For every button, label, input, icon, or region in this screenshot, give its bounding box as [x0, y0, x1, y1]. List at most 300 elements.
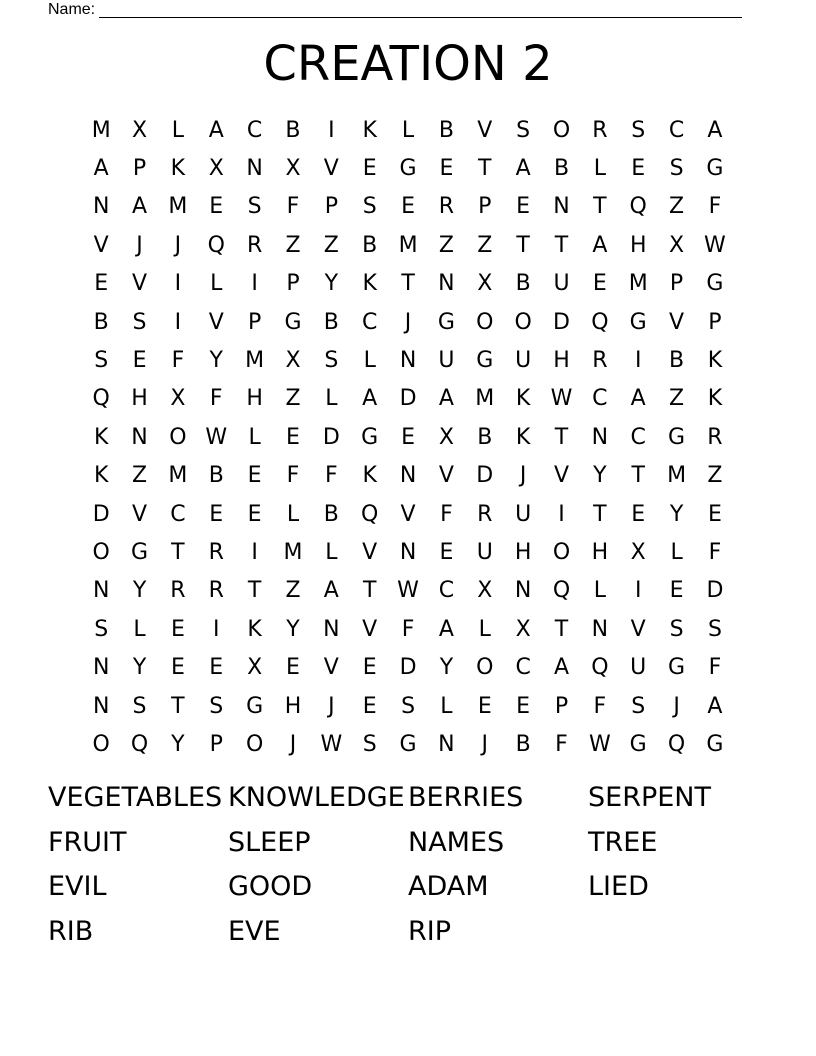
grid-letter[interactable]: L — [593, 156, 606, 182]
grid-letter[interactable]: G — [668, 424, 686, 450]
grid-letter[interactable]: J — [673, 693, 680, 719]
grid-letter[interactable]: P — [478, 194, 492, 220]
grid-letter[interactable]: N — [323, 616, 340, 642]
grid-row — [82, 341, 734, 379]
grid-letter[interactable]: O — [476, 309, 494, 335]
grid-row — [82, 149, 734, 187]
grid-letter[interactable]: I — [251, 539, 258, 565]
grid-letter[interactable]: E — [516, 194, 531, 220]
grid-letter[interactable]: N — [553, 194, 570, 220]
grid-letter[interactable]: V — [438, 463, 454, 489]
grid-letter[interactable]: X — [285, 348, 301, 374]
grid-letter[interactable]: E — [362, 693, 377, 719]
grid-letter[interactable]: I — [251, 271, 258, 297]
grid-letter[interactable]: Z — [669, 194, 685, 220]
grid-letter[interactable]: V — [132, 501, 148, 527]
grid-letter[interactable]: O — [245, 731, 264, 757]
grid-letter[interactable]: M — [168, 463, 188, 489]
grid-letter[interactable]: A — [323, 578, 339, 604]
grid-letter[interactable]: X — [438, 424, 454, 450]
grid-letter[interactable]: U — [515, 348, 532, 374]
grid-letter[interactable]: T — [516, 232, 530, 258]
grid-letter[interactable]: S — [516, 117, 531, 143]
grid-letter[interactable]: Q — [92, 386, 110, 412]
grid-letter[interactable]: R — [707, 424, 723, 450]
grid-letter[interactable]: E — [247, 501, 262, 527]
grid-letter[interactable]: S — [132, 693, 147, 719]
grid-letter[interactable]: E — [439, 156, 454, 182]
grid-row — [82, 265, 734, 303]
grid-letter[interactable]: B — [285, 117, 301, 143]
grid-letter[interactable]: O — [476, 655, 494, 681]
grid-letter[interactable]: M — [398, 232, 418, 258]
grid-letter[interactable]: A — [630, 386, 646, 412]
grid-letter[interactable]: G — [706, 156, 724, 182]
grid-letter[interactable]: H — [591, 539, 609, 565]
grid-letter[interactable]: S — [631, 693, 646, 719]
grid-letter[interactable]: Z — [438, 232, 454, 258]
grid-letter[interactable]: T — [478, 156, 492, 182]
grid-letter[interactable]: U — [630, 655, 647, 681]
grid-letter[interactable]: G — [361, 424, 379, 450]
grid-letter[interactable]: E — [286, 424, 300, 450]
grid-letter[interactable]: K — [515, 386, 531, 412]
grid-letter[interactable]: T — [171, 539, 185, 565]
grid-letter[interactable]: X — [170, 386, 186, 412]
grid-letter[interactable]: N — [399, 463, 417, 489]
grid-letter[interactable]: V — [400, 501, 416, 527]
grid-letter[interactable]: L — [593, 578, 606, 604]
grid-letter[interactable]: N — [92, 194, 110, 220]
grid-letter[interactable]: A — [438, 616, 454, 642]
grid-letter[interactable]: J — [289, 731, 297, 757]
grid-letter[interactable]: C — [438, 578, 455, 604]
grid-letter[interactable]: B — [93, 309, 109, 335]
grid-letter[interactable]: W — [205, 424, 228, 450]
grid-letter[interactable]: T — [247, 578, 262, 604]
grid-letter[interactable]: B — [438, 117, 454, 143]
grid-letter[interactable]: W — [397, 578, 419, 604]
grid-letter[interactable]: X — [477, 271, 493, 297]
grid-letter[interactable]: S — [209, 693, 224, 719]
grid-letter[interactable]: Y — [132, 655, 147, 681]
grid-letter[interactable]: F — [708, 655, 722, 681]
grid-letter[interactable]: S — [362, 194, 377, 220]
grid-letter[interactable]: D — [399, 386, 417, 412]
grid-letter[interactable]: B — [323, 501, 339, 527]
grid-letter[interactable]: T — [593, 194, 607, 220]
grid-letter[interactable]: E — [362, 156, 377, 182]
grid-letter[interactable]: X — [630, 539, 646, 565]
grid-letter[interactable]: Q — [591, 655, 609, 681]
grid-letter[interactable]: V — [208, 309, 224, 335]
grid-letter[interactable]: I — [213, 616, 220, 642]
grid-letter[interactable]: M — [628, 271, 648, 297]
grid-letter[interactable]: C — [592, 386, 608, 412]
grid-letter[interactable]: A — [553, 655, 570, 681]
grid-letter[interactable]: O — [552, 539, 571, 565]
grid-letter[interactable]: E — [286, 655, 300, 681]
grid-letter[interactable]: W — [550, 386, 573, 412]
letter-grid[interactable] — [82, 111, 734, 763]
grid-letter[interactable]: G — [131, 539, 149, 565]
grid-letter[interactable]: E — [170, 655, 185, 681]
grid-letter[interactable]: W — [320, 731, 343, 757]
grid-letter[interactable]: I — [558, 501, 565, 527]
grid-letter[interactable]: B — [323, 309, 339, 335]
grid-letter[interactable]: O — [169, 424, 187, 450]
grid-letter[interactable]: Y — [439, 655, 454, 681]
grid-letter[interactable]: N — [399, 348, 417, 374]
grid-letter[interactable]: C — [630, 424, 646, 450]
grid-letter[interactable]: F — [286, 463, 300, 489]
grid-letter[interactable]: H — [246, 386, 263, 412]
grid-letter[interactable]: H — [629, 232, 647, 258]
grid-letter[interactable]: N — [514, 578, 532, 604]
grid-letter[interactable]: P — [669, 271, 684, 297]
grid-letter[interactable]: M — [168, 194, 188, 220]
grid-letter[interactable]: P — [324, 194, 338, 220]
grid-letter[interactable]: D — [92, 501, 110, 527]
grid-letter[interactable]: O — [92, 539, 110, 565]
grid-letter[interactable]: E — [362, 655, 377, 681]
grid-letter[interactable]: M — [283, 539, 303, 565]
grid-letter[interactable]: O — [552, 117, 571, 143]
grid-letter[interactable]: S — [132, 309, 147, 335]
grid-letter[interactable]: B — [669, 348, 685, 374]
grid-letter[interactable]: J — [404, 309, 412, 335]
grid-letter[interactable]: G — [399, 156, 417, 182]
grid-letter[interactable]: Q — [130, 731, 149, 757]
grid-letter[interactable]: V — [553, 463, 570, 489]
grid-letter[interactable]: X — [208, 156, 224, 182]
grid-letter[interactable]: Q — [591, 309, 609, 335]
grid-letter[interactable]: K — [93, 463, 109, 489]
name-field[interactable] — [48, 0, 742, 18]
grid-letter[interactable]: S — [94, 616, 109, 642]
grid-letter[interactable]: T — [593, 501, 607, 527]
grid-letter[interactable]: B — [553, 156, 570, 182]
grid-letter[interactable]: Z — [132, 463, 148, 489]
grid-letter[interactable]: F — [325, 463, 338, 489]
grid-letter[interactable]: E — [209, 655, 224, 681]
grid-letter[interactable]: K — [247, 616, 262, 642]
grid-letter[interactable]: U — [476, 539, 493, 565]
grid-letter[interactable]: A — [515, 156, 531, 182]
grid-letter[interactable]: E — [439, 539, 454, 565]
grid-letter[interactable]: I — [174, 271, 182, 297]
grid-letter[interactable]: D — [553, 309, 570, 335]
grid-letter[interactable]: T — [631, 463, 645, 489]
grid-letter[interactable]: N — [438, 731, 455, 757]
grid-letter[interactable]: E — [631, 156, 646, 182]
grid-letter[interactable]: F — [171, 348, 185, 374]
grid-letter[interactable]: H — [131, 386, 148, 412]
grid-letter[interactable]: E — [94, 271, 109, 297]
grid-letter[interactable]: M — [667, 463, 687, 489]
grid-letter[interactable]: F — [593, 693, 607, 719]
grid-letter[interactable]: S — [631, 117, 646, 143]
grid-letter[interactable]: Y — [286, 616, 300, 642]
grid-letter[interactable]: E — [209, 194, 224, 220]
grid-letter[interactable]: H — [553, 348, 570, 374]
grid-letter[interactable]: L — [325, 386, 338, 412]
grid-letter[interactable]: V — [362, 616, 378, 642]
grid-letter[interactable]: I — [174, 309, 182, 335]
grid-letter[interactable]: M — [475, 386, 495, 412]
grid-letter[interactable]: P — [247, 309, 262, 335]
grid-letter[interactable]: S — [362, 731, 377, 757]
grid-letter[interactable]: B — [477, 424, 493, 450]
grid-letter[interactable]: E — [132, 348, 147, 374]
grid-letter[interactable]: T — [362, 578, 377, 604]
grid-letter[interactable]: K — [362, 463, 377, 489]
grid-letter[interactable]: V — [362, 539, 378, 565]
grid-letter[interactable]: L — [248, 424, 261, 450]
grid-letter[interactable]: E — [209, 501, 224, 527]
grid-letter[interactable]: L — [401, 117, 415, 143]
grid-letter[interactable]: Y — [324, 271, 339, 297]
grid-letter[interactable]: E — [707, 501, 722, 527]
grid-letter[interactable]: Y — [132, 578, 147, 604]
grid-letter[interactable]: A — [362, 386, 378, 412]
grid-letter[interactable]: V — [323, 156, 339, 182]
grid-letter[interactable]: L — [325, 539, 338, 565]
grid-letter[interactable]: X — [477, 578, 493, 604]
grid-letter[interactable]: S — [669, 156, 684, 182]
grid-letter[interactable]: S — [401, 693, 416, 719]
grid-letter[interactable]: L — [478, 616, 491, 642]
grid-letter[interactable]: G — [246, 693, 264, 719]
grid-letter[interactable]: K — [170, 156, 186, 182]
grid-letter[interactable]: G — [284, 309, 302, 335]
grid-letter[interactable]: T — [554, 616, 569, 642]
grid-letter[interactable]: S — [669, 616, 684, 642]
grid-letter[interactable]: Z — [285, 386, 301, 412]
grid-letter[interactable]: N — [92, 578, 110, 604]
grid-letter[interactable]: V — [669, 309, 685, 335]
grid-letter[interactable]: T — [401, 271, 415, 297]
grid-letter[interactable]: I — [328, 117, 335, 143]
grid-letter[interactable]: Z — [285, 232, 301, 258]
grid-letter[interactable]: G — [706, 271, 724, 297]
grid-letter[interactable]: N — [246, 156, 263, 182]
grid-letter[interactable]: J — [136, 232, 143, 258]
name-underline[interactable] — [99, 3, 742, 18]
grid-letter[interactable]: E — [401, 424, 415, 450]
grid-letter[interactable]: Q — [207, 232, 225, 258]
grid-letter[interactable]: R — [438, 194, 455, 220]
grid-letter[interactable]: N — [131, 424, 148, 450]
grid-letter[interactable]: P — [708, 309, 722, 335]
grid-letter[interactable]: E — [669, 578, 684, 604]
grid-letter[interactable]: J — [328, 693, 335, 719]
grid-letter[interactable]: S — [324, 348, 339, 374]
grid-letter[interactable]: G — [437, 309, 455, 335]
grid-letter[interactable]: G — [399, 731, 417, 757]
grid-letter[interactable]: K — [362, 271, 377, 297]
grid-letter[interactable]: S — [707, 616, 722, 642]
grid-letter[interactable]: P — [286, 271, 300, 297]
grid-letter[interactable]: N — [438, 271, 455, 297]
grid-letter[interactable]: C — [246, 117, 263, 143]
grid-letter[interactable]: G — [476, 348, 494, 374]
grid-letter[interactable]: N — [591, 424, 609, 450]
grid-letter[interactable]: Z — [477, 232, 493, 258]
grid-letter[interactable]: D — [399, 655, 417, 681]
grid-letter[interactable]: Y — [209, 348, 223, 374]
grid-letter[interactable]: X — [132, 117, 148, 143]
grid-letter[interactable]: R — [208, 578, 224, 604]
grid-letter[interactable]: G — [668, 655, 686, 681]
grid-letter[interactable]: F — [555, 731, 568, 757]
grid-letter[interactable]: P — [554, 693, 569, 719]
grid-letter[interactable]: E — [631, 501, 646, 527]
grid-letter[interactable]: E — [247, 463, 262, 489]
grid-letter[interactable]: L — [171, 117, 185, 143]
grid-letter[interactable]: P — [209, 731, 223, 757]
grid-letter[interactable]: H — [514, 539, 532, 565]
grid-letter[interactable]: R — [246, 232, 263, 258]
grid-letter[interactable]: A — [707, 117, 723, 143]
grid-letter[interactable]: Z — [323, 232, 339, 258]
grid-letter[interactable]: C — [170, 501, 186, 527]
grid-letter[interactable]: K — [707, 348, 723, 374]
grid-letter[interactable]: F — [440, 501, 453, 527]
grid-letter[interactable]: D — [476, 463, 494, 489]
grid-letter[interactable]: W — [588, 731, 611, 757]
grid-letter[interactable]: B — [362, 232, 378, 258]
grid-letter[interactable]: E — [516, 693, 531, 719]
grid-letter[interactable]: R — [592, 348, 608, 374]
grid-letter[interactable]: S — [247, 194, 262, 220]
grid-letter[interactable]: Q — [361, 501, 379, 527]
name-label: Name: — [48, 1, 96, 18]
grid-letter[interactable]: Y — [669, 501, 684, 527]
grid-letter[interactable]: V — [93, 232, 109, 258]
grid-letter[interactable]: A — [208, 117, 224, 143]
grid-letter[interactable]: B — [515, 271, 531, 297]
grid-letter[interactable]: Q — [667, 731, 686, 757]
grid-letter[interactable]: B — [515, 731, 531, 757]
grid-letter[interactable]: J — [481, 731, 489, 757]
word-bank-item: TREE — [588, 826, 658, 858]
grid-letter[interactable]: L — [440, 693, 453, 719]
grid-letter[interactable]: X — [285, 156, 301, 182]
grid-letter[interactable]: E — [592, 271, 607, 297]
grid-letter[interactable]: W — [704, 232, 726, 258]
grid-letter[interactable]: L — [670, 539, 683, 565]
grid-letter[interactable]: O — [92, 731, 110, 757]
grid-letter[interactable]: A — [93, 156, 109, 182]
grid-letter[interactable]: L — [286, 501, 300, 527]
grid-row — [82, 725, 734, 763]
grid-letter[interactable]: T — [554, 424, 569, 450]
grid-letter[interactable]: Z — [707, 463, 723, 489]
grid-letter[interactable]: V — [477, 117, 493, 143]
grid-letter[interactable]: D — [706, 578, 724, 604]
grid-letter[interactable]: F — [708, 194, 722, 220]
grid-letter[interactable]: Y — [171, 731, 185, 757]
grid-letter[interactable]: A — [132, 194, 148, 220]
grid-letter[interactable]: H — [284, 693, 302, 719]
grid-letter[interactable]: F — [286, 194, 300, 220]
grid-letter[interactable]: R — [208, 539, 224, 565]
grid-letter[interactable]: Q — [629, 194, 647, 220]
grid-letter[interactable]: G — [706, 731, 724, 757]
grid-letter[interactable]: Q — [552, 578, 571, 604]
grid-letter[interactable]: T — [554, 232, 569, 258]
grid-letter[interactable]: V — [132, 271, 148, 297]
grid-letter[interactable]: E — [477, 693, 492, 719]
grid-letter[interactable]: N — [92, 655, 110, 681]
grid-letter[interactable]: R — [170, 578, 186, 604]
grid-letter[interactable]: G — [629, 731, 647, 757]
grid-letter[interactable]: C — [362, 309, 378, 335]
grid-letter[interactable]: P — [132, 156, 147, 182]
grid-letter[interactable]: O — [514, 309, 532, 335]
grid-letter[interactable]: J — [519, 463, 527, 489]
grid-letter[interactable]: M — [245, 348, 265, 374]
grid-letter[interactable]: N — [399, 539, 417, 565]
grid-letter[interactable]: I — [634, 578, 642, 604]
grid-letter[interactable]: I — [634, 348, 642, 374]
grid-letter[interactable]: Z — [669, 386, 685, 412]
grid-letter[interactable]: X — [247, 655, 263, 681]
grid-letter[interactable]: E — [401, 194, 415, 220]
grid-letter[interactable]: B — [208, 463, 224, 489]
grid-letter[interactable]: T — [171, 693, 185, 719]
grid-letter[interactable]: N — [591, 616, 609, 642]
grid-letter[interactable]: A — [438, 386, 454, 412]
grid-letter[interactable]: Y — [593, 463, 607, 489]
grid-letter[interactable]: C — [668, 117, 685, 143]
grid-letter[interactable]: K — [515, 424, 531, 450]
grid-letter[interactable]: S — [94, 348, 109, 374]
grid-letter[interactable]: G — [629, 309, 647, 335]
grid-letter[interactable]: K — [93, 424, 109, 450]
grid-letter[interactable]: X — [515, 616, 531, 642]
grid-letter[interactable]: F — [209, 386, 223, 412]
grid-letter[interactable]: C — [515, 655, 531, 681]
grid-letter[interactable]: A — [592, 232, 608, 258]
grid-letter[interactable]: N — [92, 693, 110, 719]
word-bank-item: EVE — [228, 915, 281, 947]
grid-letter[interactable]: Z — [285, 578, 301, 604]
grid-letter[interactable]: L — [133, 616, 146, 642]
grid-letter[interactable]: F — [401, 616, 415, 642]
grid-letter[interactable]: A — [707, 693, 723, 719]
word-bank-item: KNOWLEDGE — [228, 782, 405, 813]
grid-letter[interactable]: U — [553, 271, 570, 297]
grid-letter[interactable]: V — [630, 616, 646, 642]
grid-letter[interactable]: L — [363, 348, 376, 374]
grid-letter[interactable]: F — [708, 539, 722, 565]
grid-letter[interactable]: L — [210, 271, 223, 297]
grid-letter[interactable]: R — [477, 501, 493, 527]
grid-letter[interactable]: U — [438, 348, 455, 374]
grid-letter[interactable]: V — [323, 655, 339, 681]
grid-letter[interactable]: K — [362, 117, 377, 143]
grid-letter[interactable]: K — [707, 386, 723, 412]
grid-letter[interactable]: R — [592, 117, 608, 143]
grid-letter[interactable]: M — [91, 117, 111, 143]
grid-letter[interactable]: X — [669, 232, 685, 258]
grid-letter[interactable]: D — [322, 424, 340, 450]
grid-letter[interactable]: U — [515, 501, 532, 527]
grid-letter[interactable]: E — [170, 616, 185, 642]
grid-letter[interactable]: J — [174, 232, 182, 258]
